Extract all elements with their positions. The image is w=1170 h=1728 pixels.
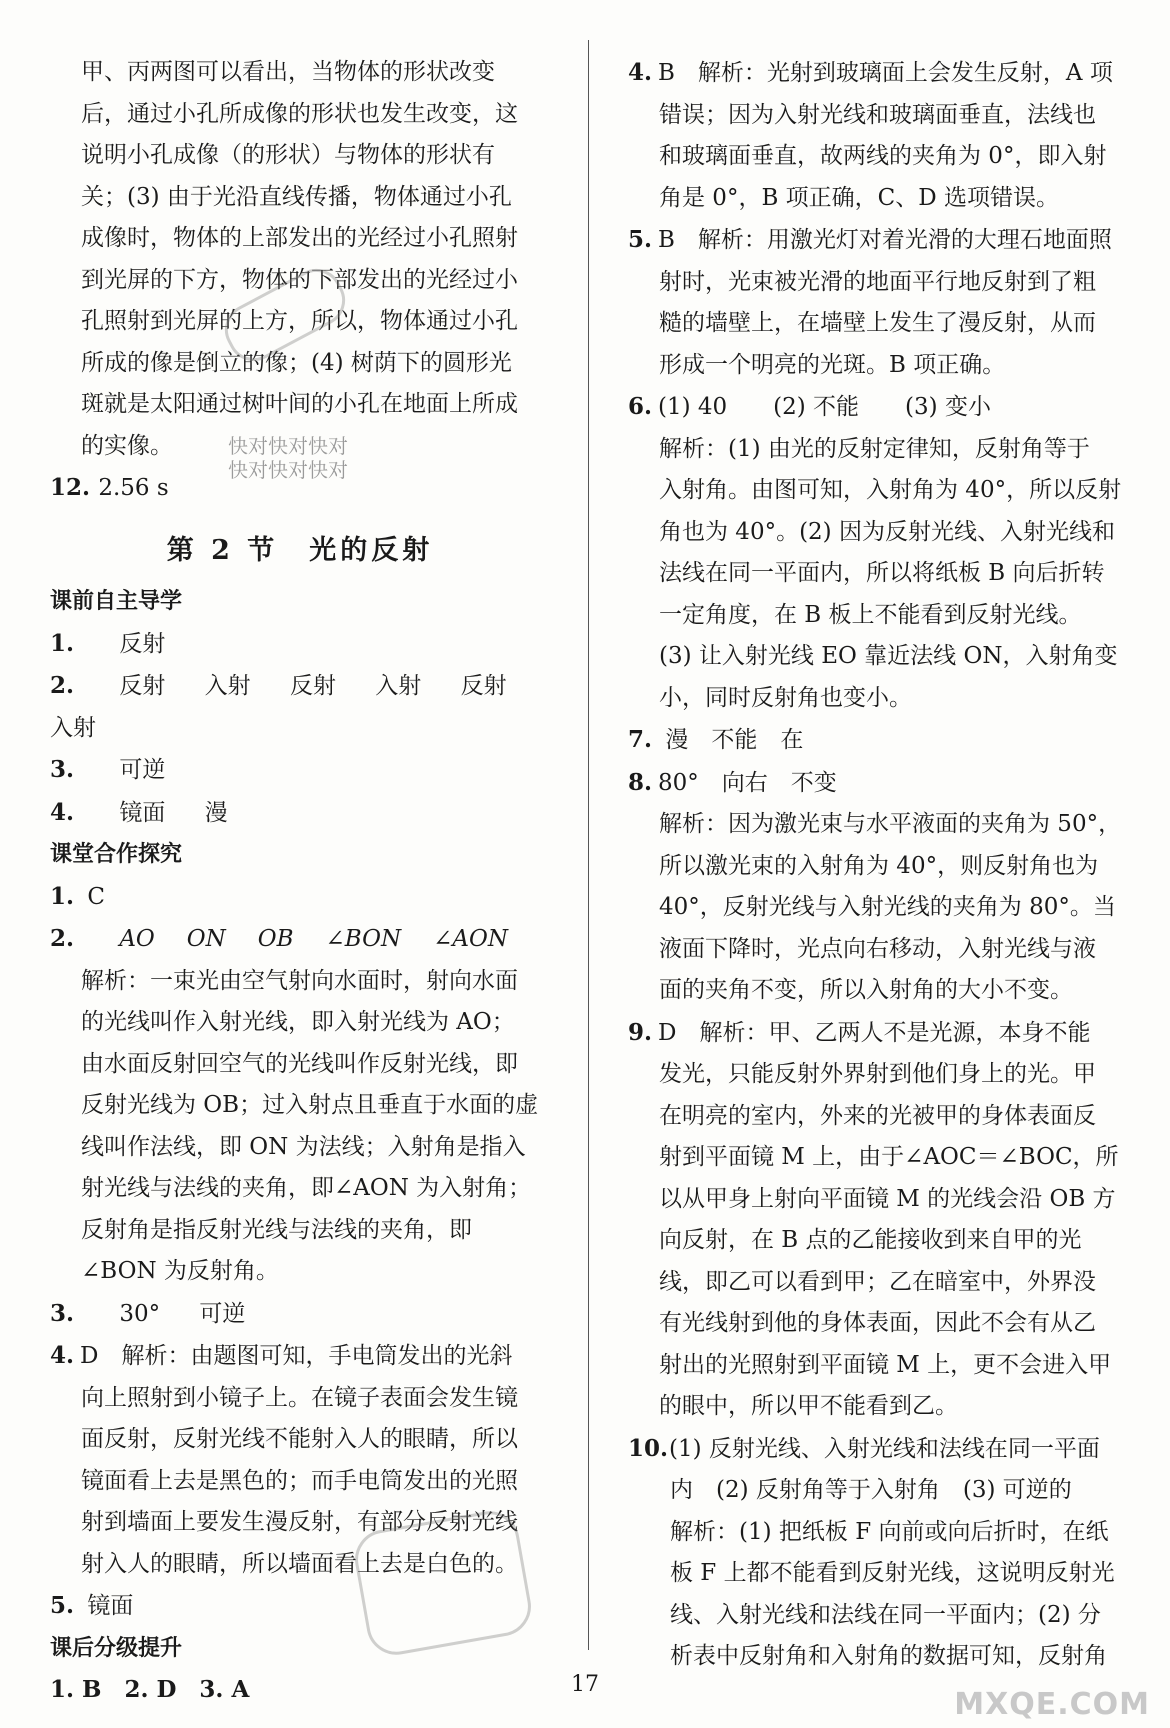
text-line: 射到平面镜 M 上，由于∠AOC＝∠BOC，所 (659, 1144, 1119, 1170)
text-line: 向上照射到小镜子上。在镜子表面会发生镜 (81, 1384, 518, 1411)
answer: 入射 (204, 673, 251, 699)
q5 (628, 219, 1123, 386)
answer: 反射 (289, 673, 336, 699)
watermark-line: 快对快对快对 (228, 458, 348, 482)
answer: 30° (119, 1300, 161, 1327)
text-line: (1) 反射光线、入射光线和法线在同一平面 (669, 1435, 1100, 1462)
text-line: 关；(3) 由于光沿直线传播，物体通过小孔 (81, 183, 512, 210)
class-q1 (50, 876, 550, 919)
text-line: 一定角度，在 B 板上不能看到反射光线。 (659, 601, 1082, 628)
watermark-line: 快对快对快对 (228, 434, 348, 458)
answer: 2.56 s (98, 475, 169, 501)
text-line: 40°，反射光线与入射光线的夹角为 80°。当 (659, 894, 1116, 920)
text-line: 解析：(1) 由光的反射定律知，反射角等于 (659, 435, 1090, 462)
text-line: 解析：一束光由空气射向水面时，射向水面 (81, 967, 518, 994)
class-q3 (50, 1293, 550, 1336)
question-number: 3. (50, 1299, 75, 1327)
question-number: 9. (628, 1018, 653, 1046)
answer: ∠BON (325, 926, 402, 952)
text-line: 面反射，反射光线不能射入人的眼睛，所以 (81, 1426, 518, 1452)
text-line: B 解析：用激光灯对着光滑的大理石地面照 (658, 227, 1112, 253)
answer: AO (119, 926, 155, 952)
text-line: 的光线叫作入射光线，即入射光线为 AO； (81, 1009, 515, 1035)
pre-q3 (50, 749, 550, 792)
q6 (628, 386, 1123, 719)
text-line: 板 F 上都不能看到反射光线，这说明反射光 (670, 1560, 1115, 1586)
question-number: 8. (628, 768, 653, 796)
text-line: 射出的光照射到平面镜 M 上，更不会进入甲 (659, 1351, 1112, 1378)
q9 (628, 1012, 1123, 1428)
question-number: 5. (50, 1592, 75, 1619)
text-line: D 解析：由题图可知，手电筒发出的光斜 (80, 1343, 513, 1369)
answer: 入射 (50, 714, 96, 741)
answer: OB (257, 926, 294, 952)
class-q2 (50, 918, 550, 961)
column-divider (588, 40, 589, 1650)
text-line: B 解析：光射到玻璃面上会发生反射，A 项 (658, 60, 1113, 86)
text-line: 线，即乙可以看到甲；乙在暗室中，外界没 (659, 1268, 1096, 1295)
class-q2-explanation (50, 961, 550, 1293)
text-line: 成像时，物体的上部发出的光经过小孔照射 (81, 225, 518, 251)
answer: 反射 (119, 673, 166, 699)
answer: 反射 (119, 630, 166, 657)
q4 (628, 52, 1123, 219)
question-number: 3. (50, 756, 75, 783)
text-line: 发光，只能反射外界射到他们身上的光。甲 (659, 1061, 1096, 1087)
answer: 可逆 (119, 757, 166, 783)
answer: ON (186, 926, 226, 952)
text-line: 由水面反射回空气的光线叫作反射光线，即 (81, 1050, 518, 1077)
text-line: D 解析：甲、乙两人不是光源，本身不能 (658, 1019, 1091, 1046)
section-title: 第 2 节 光的反射 (166, 534, 434, 566)
q10 (628, 1428, 1123, 1678)
question-number: 10. (628, 1434, 669, 1462)
answer: 反射 (460, 673, 507, 699)
question-number: 2. (50, 925, 75, 952)
text-line: 角也为 40°。(2) 因为反射光线、入射光线和 (659, 518, 1115, 545)
text-line: 所以激光束的入射角为 40°，则反射角也为 (659, 852, 1099, 879)
text-line: 析表中反射角和入射角的数据可知，反射角 (670, 1643, 1107, 1669)
page-number: 17 (571, 1672, 599, 1697)
answer: 可逆 (199, 1300, 246, 1327)
text-line: 入射角。由图可知，入射角为 40°，所以反射 (659, 477, 1122, 503)
answer: 漫 (204, 799, 228, 826)
text-line: 内 (2) 反射角等于入射角 (3) 可逆的 (670, 1477, 1072, 1503)
text-line: 后，通过小孔所成像的形状也发生改变，这 (81, 100, 518, 127)
text-line: 线叫作法线，即 ON 为法线；入射角是指入 (81, 1133, 526, 1160)
q11-continued (50, 52, 550, 467)
text-line: 甲、丙两图可以看出，当物体的形状改变 (81, 59, 495, 85)
question-number: 4. (628, 59, 653, 86)
text-line: 的实像。 (81, 432, 173, 459)
text-line: 有光线射到他的身体表面，因此不会有从乙 (659, 1310, 1096, 1336)
question-number: 4. (50, 798, 75, 826)
text-line: 射光线与法线的夹角，即∠AON 为入射角； (81, 1175, 532, 1201)
text-line: 所成的像是倒立的像；(4) 树荫下的圆形光 (81, 349, 512, 376)
after-answers: 1. B 2. D 3. A (50, 1676, 250, 1703)
text-line: 孔照射到光屏的上方，所以，物体通过小孔 (81, 308, 518, 334)
text-line: 射入人的眼睛，所以墙面看上去是白色的。 (81, 1550, 518, 1577)
text-line: 到光屏的下方，物体的下部发出的光经过小 (81, 266, 518, 293)
text-line: 面的夹角不变，所以入射角的大小不变。 (659, 977, 1073, 1003)
question-number: 2. (50, 672, 75, 699)
text-line: 和玻璃面垂直，故两线的夹角为 0°，即入射 (659, 143, 1107, 169)
heading-pre-study: 课前自主导学 (50, 589, 183, 614)
q8 (628, 762, 1123, 1012)
text-line: 射时，光束被光滑的地面平行地反射到了粗 (659, 268, 1096, 295)
answer: ∠AON (433, 926, 508, 952)
q7 (628, 719, 1123, 762)
text-line: 斑就是太阳通过树叶间的小孔在地面上所成 (81, 391, 518, 417)
answer: 漫 不能 在 (665, 727, 804, 753)
text-line: 法线在同一平面内，所以将纸板 B 向后折转 (659, 560, 1105, 586)
heading-after-class: 课后分级提升 (50, 1635, 183, 1661)
text-line: 错误；因为入射光线和玻璃面垂直，法线也 (659, 101, 1096, 128)
text-line: 小，同时反射角也变小。 (659, 684, 912, 711)
text-line: 解析：因为激光束与水平液面的夹角为 50°， (659, 811, 1122, 837)
question-number: 7. (628, 726, 653, 753)
text-line: 糙的墙壁上，在墙壁上发生了漫反射，从而 (659, 310, 1096, 336)
answer: C (87, 883, 105, 910)
text-line: 解析：(1) 把纸板 F 向前或向后折时，在纸 (670, 1518, 1109, 1545)
question-number: 6. (628, 393, 653, 420)
text-line: 反射光线为 OB；过入射点且垂直于水面的虚 (81, 1092, 539, 1118)
text-line: (3) 让入射光线 EO 靠近法线 ON，入射角变 (659, 643, 1118, 669)
question-number: 4. (50, 1342, 75, 1369)
site-watermark: MXQE.COM (954, 1687, 1150, 1722)
question-number: 1. (50, 629, 75, 657)
answer: 入射 (375, 673, 422, 699)
text-line: 射到墙面上要发生漫反射，有部分反射光线 (81, 1509, 518, 1535)
text-line: 以从甲身上射向平面镜 M 的光线会沿 OB 方 (659, 1185, 1116, 1212)
question-number: 1. (50, 882, 75, 910)
text-line: 线、入射光线和法线在同一平面内；(2) 分 (670, 1601, 1101, 1628)
right-column (628, 52, 1123, 1678)
question-number: 5. (628, 226, 653, 253)
heading-class-explore: 课堂合作探究 (50, 842, 183, 867)
answer: 镜面 (87, 1593, 134, 1619)
text-line: 角是 0°，B 项正确，C、D 选项错误。 (659, 184, 1060, 211)
text-line: ∠BON 为反射角。 (81, 1258, 279, 1284)
text-line: 的眼中，所以甲不能看到乙。 (659, 1393, 958, 1419)
question-number: 12. (50, 474, 91, 501)
pre-q2 (50, 665, 550, 749)
text-line: 在明亮的室内，外来的光被甲的身体表面反 (659, 1102, 1096, 1129)
text-line: 镜面看上去是黑色的；而手电筒发出的光照 (81, 1467, 518, 1494)
text-line: 液面下降时，光点向右移动，入射光线与液 (659, 935, 1096, 962)
watermark-text (228, 434, 348, 482)
pre-q1 (50, 623, 550, 666)
text-line: 说明小孔成像（的形状）与物体的形状有 (81, 142, 495, 168)
answer: 80° 向右 不变 (658, 769, 837, 796)
text-line: 反射角是指反射光线与法线的夹角，即 (81, 1216, 472, 1243)
text-line: 向反射，在 B 点的乙能接收到来自甲的光 (659, 1227, 1082, 1253)
answer: (1) 40 (2) 不能 (3) 变小 (658, 394, 991, 420)
text-line: 形成一个明亮的光斑。B 项正确。 (659, 351, 1006, 378)
answer: 镜面 (119, 799, 166, 826)
pre-q4 (50, 792, 550, 835)
